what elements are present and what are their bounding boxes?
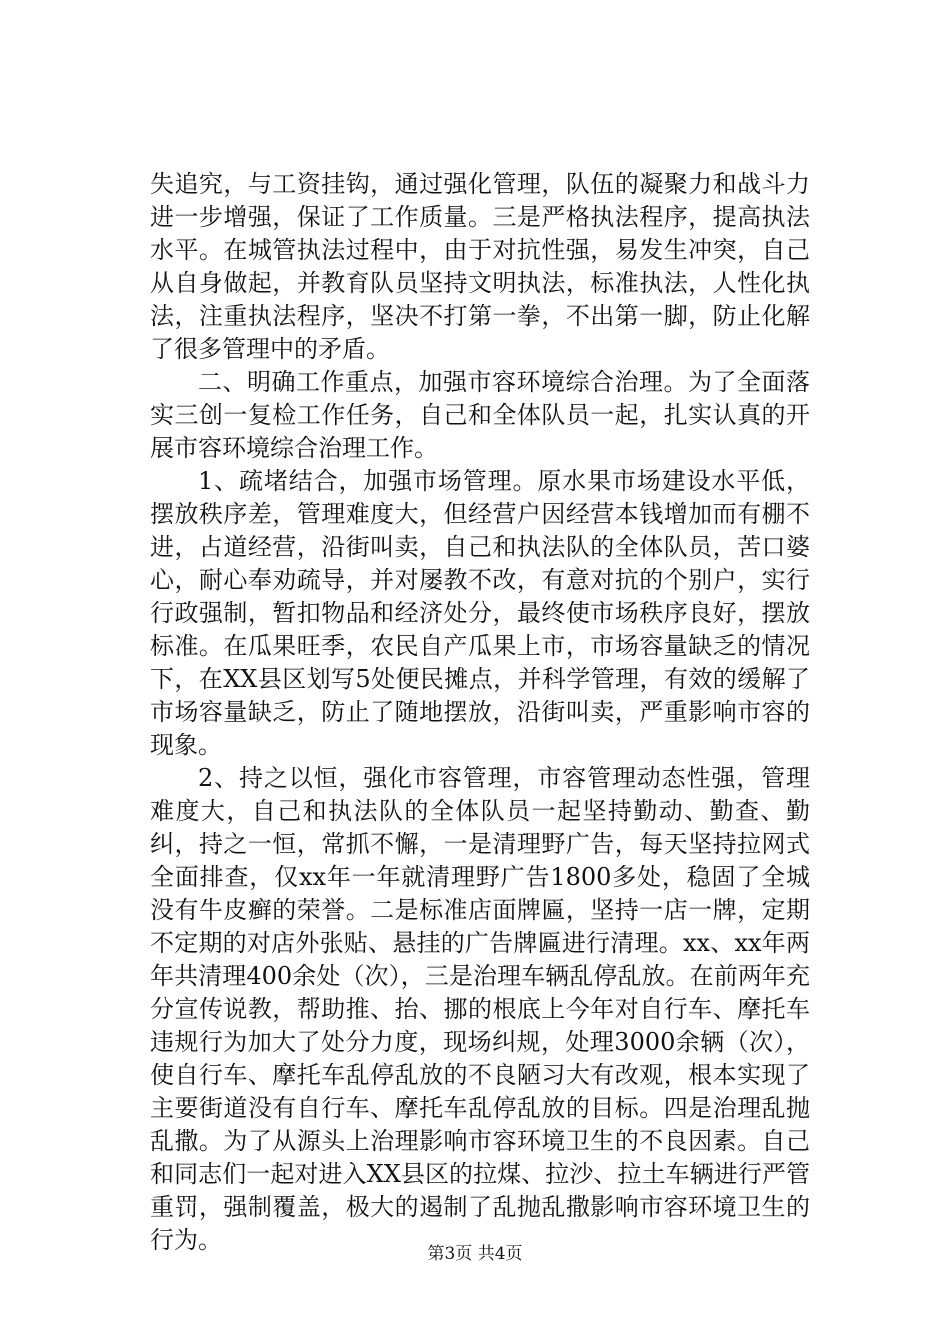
paragraph-continued: 失追究，与工资挂钩，通过强化管理，队伍的凝聚力和战斗力进一步增强，保证了工作质量。三是严格执法程序，提高执法水平。在城管执法过程中，由于对抗性强，易发生冲突，自己从自身做起，并教育队员坚持文明执法，标准执法，人性化执法，注重执法程序，坚决不打第一拳，不出第一脚，防止化解了很多管理中的矛盾。 [150, 170, 810, 363]
document-body [150, 168, 810, 1257]
paragraph-item-two: 2、持之以恒，强化市容管理，市容管理动态性强，管理难度大，自己和执法队的全体队员一起坚持勤动、勤查、勤纠，持之一恒，常抓不懈，一是清理野广告，每天坚持拉网式全面排查，仅xx年一年就清理野广告1800多处，稳固了全城没有牛皮癣的荣誉。二是标准店面牌匾，坚持一店一牌，定期不定期的对店外张贴、悬挂的广告牌匾进行清理。xx、xx年两年共清理400余处（次），三是治理车辆乱停乱放。在前两年充分宣传说教，帮助推、抬、挪的根底上今年对自行车、摩托车违规行为加大了处分力度，现场纠规，处理3000余辆（次），使自行车、摩托车乱停乱放的不良陋习大有改观，根本实现了主要街道没有自行车、摩托车乱停乱放的目标。四是治理乱抛乱撒。为了从源头上治理影响市容环境卫生的不良因素。自己和同志们一起对进入XX县区的拉煤、拉沙、拉土车辆进行严管重罚，强制覆盖，极大的遏制了乱抛乱撒影响市容环境卫生的行为。 [150, 764, 810, 1254]
page-number-footer: 第3页 共4页 [427, 1244, 523, 1264]
paragraph-item-one: 1、疏堵结合，加强市场管理。原水果市场建设水平低，摆放秩序差，管理难度大，但经营户因经营本钱增加而有棚不进，占道经营，沿街叫卖，自己和执法队的全体队员，苦口婆心，耐心奉劝疏导，并对屡教不改，有意对抗的个别户，实行行政强制，暂扣物品和经济处分，最终使市场秩序良好，摆放标准。在瓜果旺季，农民自产瓜果上市，市场容量缺乏的情况下，在XX县区划写5处便民摊点，并科学管理，有效的缓解了市场容量缺乏，防止了随地摆放，沿街叫卖，严重影响市容的现象。 [150, 467, 810, 759]
paragraph-section-two: 二、明确工作重点，加强市容环境综合治理。为了全面落实三创一复检工作任务，自己和全体队员一起，扎实认真的开展市容环境综合治理工作。 [150, 368, 810, 462]
